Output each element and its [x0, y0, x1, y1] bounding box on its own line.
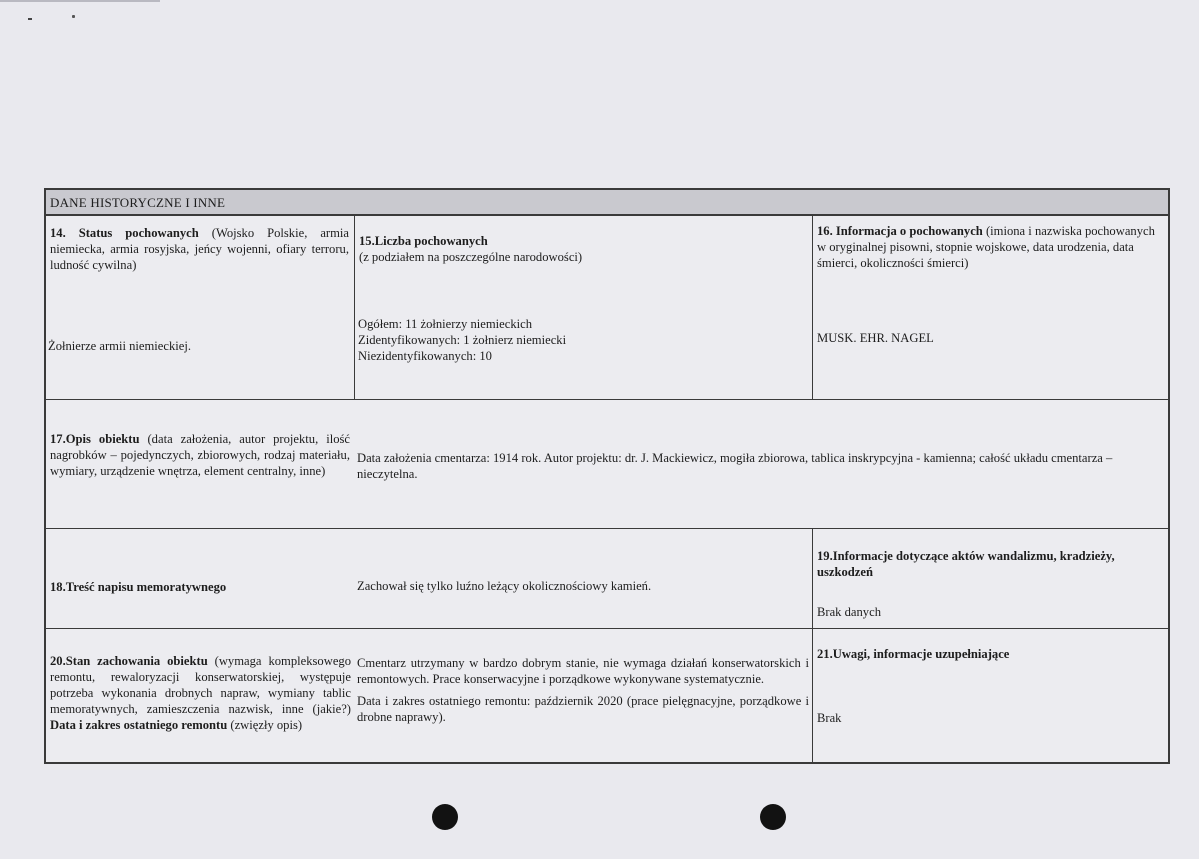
scan-speck — [72, 15, 75, 18]
section-title: DANE HISTORYCZNE I INNE — [46, 190, 1168, 215]
field-15-cell — [354, 215, 813, 400]
field-17-label-hint: (data założenia, autor projektu, ilość nagrobków – pojedynczych, zbiorowych, rodzaj materiału, wymiary, urządzenie wnętrza, element centralny, inne) — [50, 432, 350, 478]
scan-speck — [28, 18, 32, 20]
field-15-total: Ogółem: 11 żołnierzy niemieckich — [358, 317, 533, 331]
field-15-unidentified: Niezidentyfikowanych: 10 — [358, 349, 492, 363]
field-16-label-title: 16. Informacja o pochowanych — [817, 224, 983, 238]
field-14-label-title: 14. Status pochowanych — [50, 226, 199, 240]
field-16-cell — [812, 215, 1168, 400]
field-20-label-hint-2: (zwięzły opis) — [227, 718, 303, 732]
field-18-cell — [46, 528, 813, 629]
field-20-condition: Cmentarz utrzymany w bardzo dobrym stanie, nie wymaga działań konserwatorskich i remontowych. Prace konserwacyjne i porządkowe wykonywane systematycznie. — [357, 656, 809, 686]
field-16-label-hint: (imiona i nazwiska pochowanych w oryginalnej pisowni, stopnie wojskowe, data urodzenia, data śmierci, okoliczności śmierci) — [817, 224, 1155, 270]
scan-edge-line — [0, 0, 160, 2]
field-19-label: 19.Informacje dotyczące aktów wandalizmu, kradzieży, uszkodzeń — [817, 549, 1115, 579]
field-21-label: 21.Uwagi, informacje uzupełniające — [817, 647, 1010, 661]
field-15-identified: Zidentyfikowanych: 1 żołnierz niemiecki — [358, 333, 567, 347]
field-20-label-title: 20.Stan zachowania obiektu — [50, 654, 208, 668]
punch-hole-right — [760, 804, 786, 830]
field-14-label — [50, 225, 349, 273]
field-19-cell — [812, 528, 1168, 629]
field-20-label — [50, 653, 351, 733]
field-17-cell — [46, 399, 1168, 529]
field-21-cell — [812, 628, 1168, 762]
field-20-cell — [46, 628, 813, 762]
field-15-label-title: 15.Liczba pochowanych — [359, 234, 488, 248]
field-19-value: Brak danych — [817, 605, 881, 619]
field-20-label-title-2: Data i zakres ostatniego remontu — [50, 718, 228, 732]
field-18-value: Zachował się tylko luźno leżący okolicznościowy kamień. — [357, 579, 652, 593]
field-21-value: Brak — [817, 711, 842, 725]
field-15-label-hint: (z podziałem na poszczególne narodowości) — [359, 250, 583, 264]
field-14-value: Żołnierze armii niemieckiej. — [48, 339, 192, 353]
field-16-value: MUSK. EHR. NAGEL — [817, 331, 934, 345]
field-17-label-title: 17.Opis obiektu — [50, 432, 140, 446]
field-17-value: Data założenia cmentarza: 1914 rok. Autor projektu: dr. J. Mackiewicz, mogiła zbiorowa, tablica inskrypcyjna - kamienna; całość układu cmentarza – nieczytelna. — [357, 451, 1113, 481]
field-20-value — [357, 655, 809, 725]
field-20-label-hint: (wymaga kompleksowego remontu, rewaloryzacji konserwatorskiej, występuje potrzeba wykonania drobnych napraw, wymiany tablic memoratywnych, zamieszczenia nazwisk, inne (jakie?) — [50, 654, 351, 716]
field-16-label — [817, 223, 1157, 271]
historical-data-form — [44, 188, 1170, 764]
field-14-cell — [46, 215, 355, 400]
punch-hole-left — [432, 804, 458, 830]
field-17-label — [50, 431, 350, 479]
field-15-value — [358, 316, 798, 364]
field-15-label — [359, 233, 799, 265]
field-14-label-hint: (Wojsko Polskie, armia niemiecka, armia rosyjska, jeńcy wojenni, ofiary terroru, ludność cywilna) — [50, 226, 349, 272]
field-18-label: 18.Treść napisu memoratywnego — [50, 580, 227, 594]
field-20-last-renovation: Data i zakres ostatniego remontu: październik 2020 (prace pielęgnacyjne, porządkowe i drobne naprawy). — [357, 694, 809, 724]
